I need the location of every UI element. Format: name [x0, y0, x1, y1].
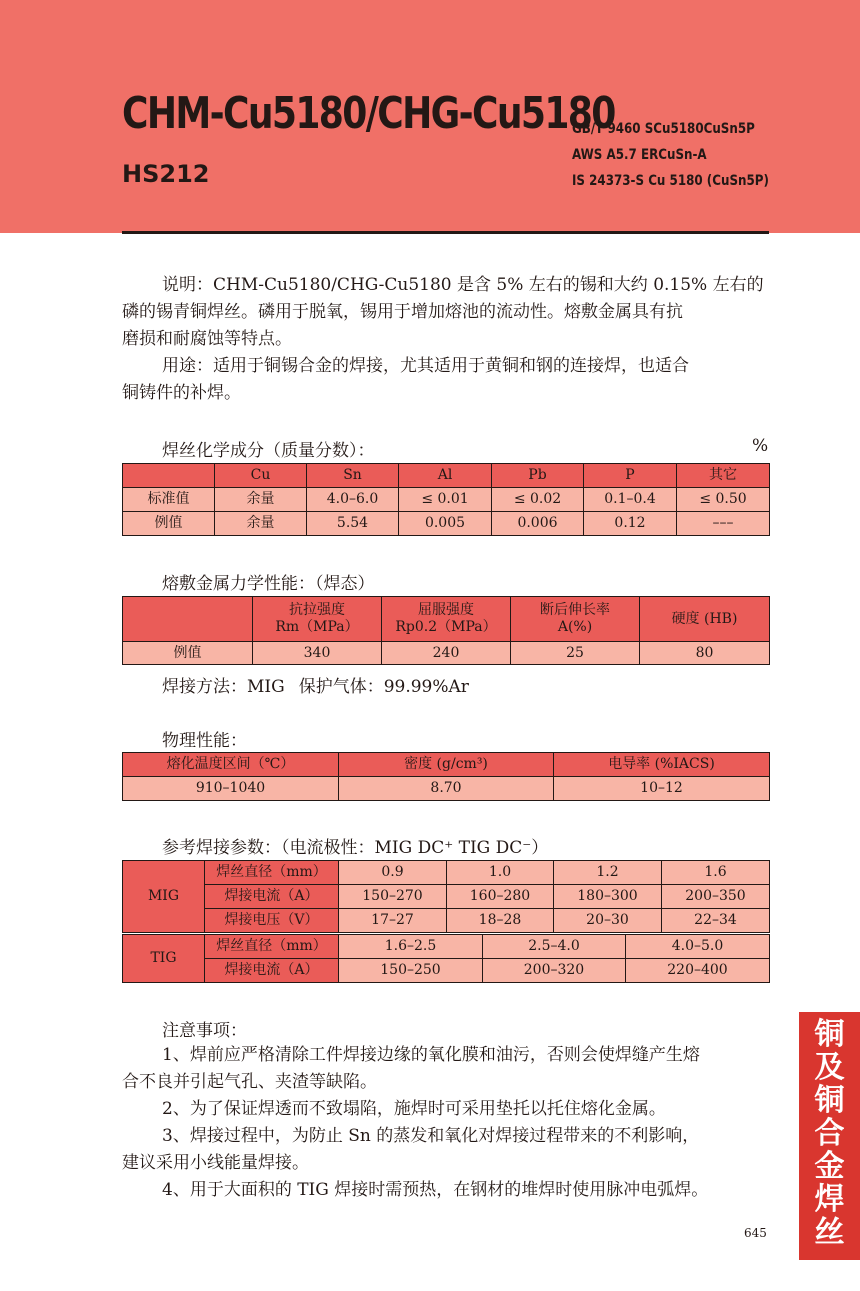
- chem-unit: %: [752, 436, 769, 456]
- table-row: [123, 488, 770, 512]
- description-paragraph: [122, 272, 769, 353]
- params-heading-text: 参考焊接参数：: [162, 838, 281, 858]
- phys-heading: 物理性能：: [162, 731, 247, 751]
- mech-header-l1: 硬度 (HB): [671, 610, 738, 627]
- mech-header-cell: [511, 597, 640, 642]
- chem-header-cell: [123, 464, 215, 488]
- chem-cell: 0.12: [584, 512, 677, 536]
- table-row: [123, 935, 770, 959]
- mech-header-l1: 屈服强度: [418, 602, 474, 618]
- params-heading: [162, 833, 548, 858]
- table-row: [123, 861, 770, 885]
- page-number: 645: [744, 1226, 767, 1240]
- phys-cell: 8.70: [339, 777, 554, 801]
- chem-cell: 余量: [215, 512, 307, 536]
- chem-cell: ≤ 0.50: [677, 488, 770, 512]
- header-band: [0, 0, 860, 233]
- chem-cell: 0.005: [399, 512, 492, 536]
- mech-heading-text: 熔敷金属力学性能：: [162, 574, 315, 594]
- mech-header-l1: 抗拉强度: [289, 602, 345, 618]
- chem-cell: 例值: [123, 512, 215, 536]
- mech-header-l2: A(%): [557, 619, 593, 635]
- phys-table: [122, 752, 770, 801]
- mech-header-cell: [123, 597, 253, 642]
- side-tab-char: 及: [814, 1050, 845, 1085]
- mech-cell: 例值: [123, 642, 253, 665]
- table-row: [123, 512, 770, 536]
- param-value: 1.2: [554, 861, 662, 885]
- product-subtitle: HS212: [122, 160, 210, 188]
- side-tab-char: 铜: [814, 1017, 845, 1052]
- standard-gb: GB/T 9460 SCu5180CuSn5P: [572, 121, 755, 137]
- phys-header-row: [123, 753, 770, 777]
- process-value-2: 99.99%Ar: [383, 677, 469, 697]
- mig-label: MIG: [123, 861, 205, 933]
- mech-header-l2: Rp0.2（MPa）: [395, 619, 497, 635]
- standard-is: IS 24373-S Cu 5180 (CuSn5P): [572, 173, 769, 189]
- product-title: CHM-Cu5180/CHG-Cu5180: [122, 88, 615, 139]
- mech-header-cell: [253, 597, 382, 642]
- description-label: 说明：: [162, 275, 213, 295]
- param-value: 22–34: [662, 909, 770, 933]
- chem-header-row: [123, 464, 770, 488]
- chem-cell: –––: [677, 512, 770, 536]
- chem-cell: ≤ 0.01: [399, 488, 492, 512]
- chem-header-cell: Cu: [215, 464, 307, 488]
- param-name: 焊接电压（V）: [205, 909, 339, 933]
- chem-header-cell: Sn: [307, 464, 399, 488]
- mech-table: [122, 596, 770, 665]
- param-value: 1.6–2.5: [339, 935, 483, 959]
- phys-header-cell: 电导率 (%IACS): [554, 753, 770, 777]
- chem-heading: 焊丝化学成分（质量分数）：: [162, 441, 375, 461]
- param-value: 1.0: [447, 861, 554, 885]
- mig-params-table: [122, 860, 770, 933]
- note-item: 3、焊接过程中，为防止 Sn 的蒸发和氧化对焊接过程带来的不利影响，: [162, 1126, 700, 1146]
- phys-cell: 10–12: [554, 777, 770, 801]
- mech-header-row: [123, 597, 770, 642]
- chem-cell: 5.54: [307, 512, 399, 536]
- param-value: 200–320: [483, 959, 626, 983]
- section-side-tab: [799, 1012, 860, 1260]
- description-text-1: CHM-Cu5180/CHG-Cu5180 是含 5% 左右的锡和大约 0.15% 左右的: [213, 275, 764, 295]
- param-value: 2.5–4.0: [483, 935, 626, 959]
- standard-aws: AWS A5.7 ERCuSn-A: [572, 147, 707, 163]
- chem-cell: 标准值: [123, 488, 215, 512]
- usage-label: 用途：: [162, 356, 213, 376]
- mech-cell: 340: [253, 642, 382, 665]
- table-row: [123, 777, 770, 801]
- chem-cell: 余量: [215, 488, 307, 512]
- side-tab-char: 合: [814, 1116, 845, 1151]
- side-tab-char: 丝: [814, 1215, 845, 1250]
- chem-header-cell: 其它: [677, 464, 770, 488]
- mech-heading-sub: （焊态）: [315, 574, 375, 594]
- process-label-2: 保护气体：: [298, 677, 384, 697]
- tig-label: TIG: [123, 935, 205, 983]
- chem-header-cell: Pb: [492, 464, 584, 488]
- table-row: [123, 909, 770, 933]
- mech-header-cell: [640, 597, 770, 642]
- table-row: [123, 959, 770, 983]
- param-value: 18–28: [447, 909, 554, 933]
- param-value: 200–350: [662, 885, 770, 909]
- notes-heading: 注意事项：: [162, 1021, 247, 1041]
- note-item: 2、为了保证焊透而不致塌陷，施焊时可采用垫托以托住熔化金属。: [162, 1099, 666, 1119]
- tig-params-table: [122, 934, 770, 983]
- table-row: [123, 642, 770, 665]
- note-item: 1、焊前应严格清除工件焊接边缘的氧化膜和油污，否则会使焊缝产生熔: [162, 1045, 700, 1065]
- usage-text-2: 铜铸件的补焊。: [122, 383, 241, 403]
- param-value: 150–250: [339, 959, 483, 983]
- chem-header-cell: Al: [399, 464, 492, 488]
- chem-table: [122, 463, 770, 536]
- mech-cell: 80: [640, 642, 770, 665]
- mech-header-l1: 断后伸长率: [540, 602, 610, 618]
- param-value: 180–300: [554, 885, 662, 909]
- param-value: 1.6: [662, 861, 770, 885]
- header-rule: [122, 231, 769, 234]
- params-heading-sub: （电流极性：MIG DC⁺ TIG DC⁻）: [281, 838, 549, 858]
- mech-cell: 25: [511, 642, 640, 665]
- process-line: [162, 672, 469, 697]
- param-name: 焊丝直径（mm）: [205, 935, 339, 959]
- chem-header-cell: P: [584, 464, 677, 488]
- mech-header-cell: [382, 597, 511, 642]
- param-value: 20–30: [554, 909, 662, 933]
- side-tab-char: 铜: [814, 1083, 845, 1118]
- usage-paragraph: [122, 353, 769, 407]
- note-item: 合不良并引起气孔、夹渣等缺陷。: [122, 1072, 377, 1092]
- chem-cell: 0.1–0.4: [584, 488, 677, 512]
- phys-header-cell: 熔化温度区间（℃）: [123, 753, 339, 777]
- param-value: 0.9: [339, 861, 447, 885]
- mech-header-l2: Rm（MPa）: [275, 619, 359, 635]
- description-text-3: 磨损和耐腐蚀等特点。: [122, 329, 292, 349]
- param-value: 4.0–5.0: [626, 935, 770, 959]
- param-value: 17–27: [339, 909, 447, 933]
- chem-cell: 0.006: [492, 512, 584, 536]
- notes-body: [122, 1042, 769, 1204]
- phys-header-cell: 密度 (g/cm³): [339, 753, 554, 777]
- process-label-1: 焊接方法：: [162, 677, 247, 697]
- param-name: 焊丝直径（mm）: [205, 861, 339, 885]
- mech-cell: 240: [382, 642, 511, 665]
- param-name: 焊接电流（A）: [205, 885, 339, 909]
- param-value: 160–280: [447, 885, 554, 909]
- standards-list: [572, 116, 769, 194]
- param-value: 150–270: [339, 885, 447, 909]
- mech-heading: [162, 569, 375, 594]
- note-item: 4、用于大面积的 TIG 焊接时需预热，在钢材的堆焊时使用脉冲电弧焊。: [162, 1180, 709, 1200]
- note-item: 建议采用小线能量焊接。: [122, 1153, 309, 1173]
- chem-cell: 4.0–6.0: [307, 488, 399, 512]
- side-tab-char: 焊: [814, 1182, 845, 1217]
- phys-cell: 910–1040: [123, 777, 339, 801]
- description-text-2: 磷的锡青铜焊丝。磷用于脱氧，锡用于增加熔池的流动性。熔敷金属具有抗: [122, 302, 683, 322]
- param-name: 焊接电流（A）: [205, 959, 339, 983]
- side-tab-char: 金: [814, 1149, 845, 1184]
- param-value: 220–400: [626, 959, 770, 983]
- usage-text-1: 适用于铜锡合金的焊接，尤其适用于黄铜和钢的连接焊，也适合: [213, 356, 689, 376]
- process-value-1: MIG: [247, 677, 285, 697]
- table-row: [123, 885, 770, 909]
- chem-cell: ≤ 0.02: [492, 488, 584, 512]
